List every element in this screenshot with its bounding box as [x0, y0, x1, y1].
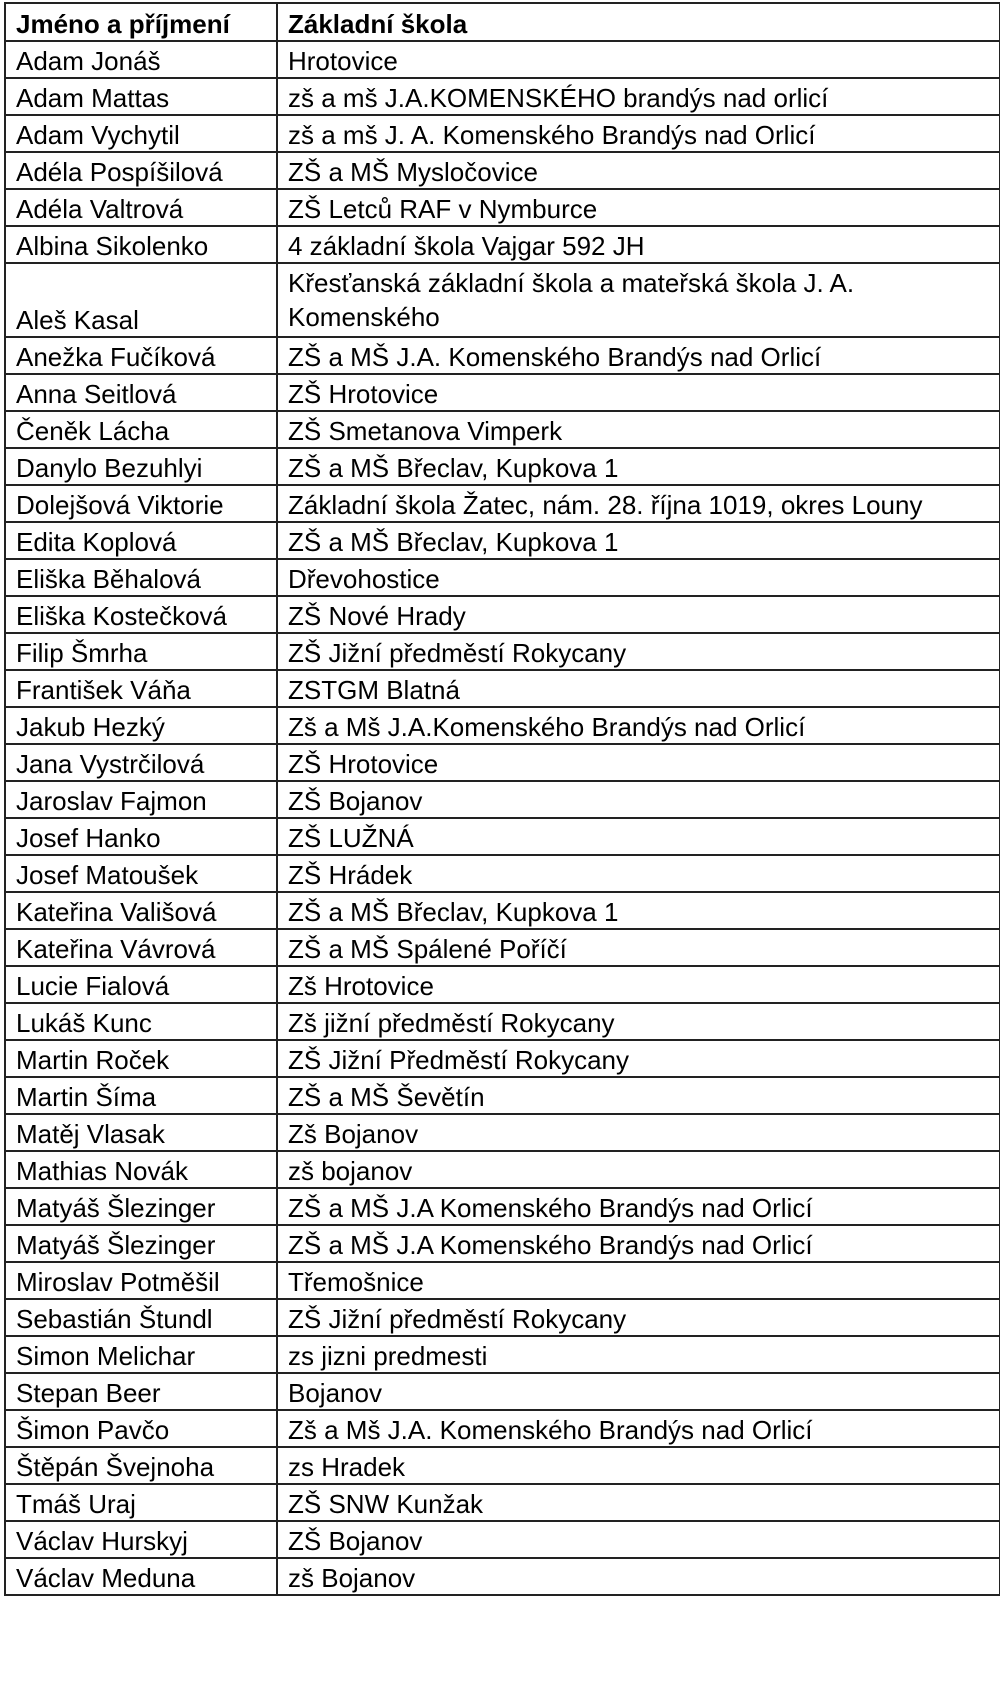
table-row: [5, 707, 1000, 744]
student-name-cell: Miroslav Potměšil: [5, 1262, 277, 1299]
student-name-cell: Adéla Pospíšilová: [5, 152, 277, 189]
school-cell: ZŠ a MŠ Ševětín: [277, 1077, 1000, 1114]
student-name-cell: Lukáš Kunc: [5, 1003, 277, 1040]
school-cell: Zš jižní předměstí Rokycany: [277, 1003, 1000, 1040]
school-cell: zš bojanov: [277, 1151, 1000, 1188]
student-name-cell: Václav Meduna: [5, 1558, 277, 1595]
school-cell: ZŠ Hrotovice: [277, 374, 1000, 411]
student-name-cell: Tmáš Uraj: [5, 1484, 277, 1521]
table-row: [5, 1484, 1000, 1521]
school-cell: ZŠ a MŠ Břeclav, Kupkova 1: [277, 448, 1000, 485]
student-name-cell: Matyáš Šlezinger: [5, 1188, 277, 1225]
student-name-cell: Anežka Fučíková: [5, 337, 277, 374]
school-cell: Křesťanská základní škola a mateřská škola J. A. Komenského: [277, 263, 1000, 337]
table-row: [5, 337, 1000, 374]
student-name-cell: Kateřina Vávrová: [5, 929, 277, 966]
school-cell: ZSTGM Blatná: [277, 670, 1000, 707]
student-name-cell: František Váňa: [5, 670, 277, 707]
school-cell: ZŠ Bojanov: [277, 1521, 1000, 1558]
table-row: [5, 1114, 1000, 1151]
table-row: [5, 1558, 1000, 1595]
student-name-cell: Matěj Vlasak: [5, 1114, 277, 1151]
school-cell: Dřevohostice: [277, 559, 1000, 596]
school-cell: Bojanov: [277, 1373, 1000, 1410]
school-cell: 4 základní škola Vajgar 592 JH: [277, 226, 1000, 263]
table-row: [5, 966, 1000, 1003]
school-cell: ZŠ Hrotovice: [277, 744, 1000, 781]
document-page: [4, 2, 999, 1596]
student-name-cell: Martin Šíma: [5, 1077, 277, 1114]
student-name-cell: Stepan Beer: [5, 1373, 277, 1410]
student-name-cell: Matyáš Šlezinger: [5, 1225, 277, 1262]
table-row: [5, 1188, 1000, 1225]
table-row: [5, 448, 1000, 485]
school-cell: ZŠ Hrádek: [277, 855, 1000, 892]
table-row: [5, 1447, 1000, 1484]
table-row: [5, 1003, 1000, 1040]
table-row: [5, 670, 1000, 707]
table-row: [5, 781, 1000, 818]
table-row: [5, 374, 1000, 411]
student-name-cell: Aleš Kasal: [5, 263, 277, 337]
student-name-cell: Edita Koplová: [5, 522, 277, 559]
table-row: [5, 1336, 1000, 1373]
student-name-cell: Adam Vychytil: [5, 115, 277, 152]
table-row: [5, 485, 1000, 522]
school-cell: ZŠ a MŠ Spálené Poříčí: [277, 929, 1000, 966]
school-cell: Zš Bojanov: [277, 1114, 1000, 1151]
table-row: [5, 1410, 1000, 1447]
student-school-table: [4, 2, 1000, 1596]
school-cell: ZŠ Nové Hrady: [277, 596, 1000, 633]
student-name-cell: Čeněk Lácha: [5, 411, 277, 448]
school-cell: ZŠ a MŠ J.A. Komenského Brandýs nad Orlicí: [277, 337, 1000, 374]
table-row: [5, 1373, 1000, 1410]
table-row: [5, 41, 1000, 78]
school-cell: Základní škola Žatec, nám. 28. října 1019, okres Louny: [277, 485, 1000, 522]
table-row: [5, 152, 1000, 189]
school-cell: Zš Hrotovice: [277, 966, 1000, 1003]
school-cell: ZŠ SNW Kunžak: [277, 1484, 1000, 1521]
table-row: [5, 1225, 1000, 1262]
student-name-cell: Mathias Novák: [5, 1151, 277, 1188]
table-row: [5, 744, 1000, 781]
school-cell: zš Bojanov: [277, 1558, 1000, 1595]
school-cell: ZŠ a MŠ Břeclav, Kupkova 1: [277, 892, 1000, 929]
student-name-cell: Eliška Běhalová: [5, 559, 277, 596]
school-cell: ZŠ a MŠ Břeclav, Kupkova 1: [277, 522, 1000, 559]
school-cell: ZŠ a MŠ J.A Komenského Brandýs nad Orlicí: [277, 1225, 1000, 1262]
student-name-cell: Simon Melichar: [5, 1336, 277, 1373]
school-cell: ZŠ Jižní Předměstí Rokycany: [277, 1040, 1000, 1077]
student-name-cell: Jaroslav Fajmon: [5, 781, 277, 818]
student-name-cell: Danylo Bezuhlyi: [5, 448, 277, 485]
student-name-cell: Jakub Hezký: [5, 707, 277, 744]
student-name-cell: Šimon Pavčo: [5, 1410, 277, 1447]
school-cell: zs Hradek: [277, 1447, 1000, 1484]
table-row: [5, 115, 1000, 152]
school-cell: ZŠ Bojanov: [277, 781, 1000, 818]
student-name-cell: Lucie Fialová: [5, 966, 277, 1003]
school-cell: zš a mš J.A.KOMENSKÉHO brandýs nad orlicí: [277, 78, 1000, 115]
school-cell: ZŠ Jižní předměstí Rokycany: [277, 1299, 1000, 1336]
student-name-cell: Štěpán Švejnoha: [5, 1447, 277, 1484]
student-name-cell: Josef Hanko: [5, 818, 277, 855]
school-cell: zs jizni predmesti: [277, 1336, 1000, 1373]
column-header-school: Základní škola: [277, 3, 1000, 41]
school-cell: Zš a Mš J.A.Komenského Brandýs nad Orlicí: [277, 707, 1000, 744]
table-row: [5, 263, 1000, 337]
student-name-cell: Albina Sikolenko: [5, 226, 277, 263]
school-cell: ZŠ LUŽNÁ: [277, 818, 1000, 855]
table-row: [5, 559, 1000, 596]
table-row: [5, 1262, 1000, 1299]
table-row: [5, 1521, 1000, 1558]
table-row: [5, 411, 1000, 448]
student-name-cell: Václav Hurskyj: [5, 1521, 277, 1558]
table-row: [5, 78, 1000, 115]
school-cell: Hrotovice: [277, 41, 1000, 78]
student-name-cell: Kateřina Vališová: [5, 892, 277, 929]
student-name-cell: Adam Jonáš: [5, 41, 277, 78]
column-header-name: Jméno a příjmení: [5, 3, 277, 41]
table-row: [5, 226, 1000, 263]
student-name-cell: Anna Seitlová: [5, 374, 277, 411]
header-row: [5, 3, 1000, 41]
table-row: [5, 855, 1000, 892]
table-body: [5, 41, 1000, 1595]
school-cell: Zš a Mš J.A. Komenského Brandýs nad Orlicí: [277, 1410, 1000, 1447]
table-row: [5, 818, 1000, 855]
school-cell: zš a mš J. A. Komenského Brandýs nad Orlicí: [277, 115, 1000, 152]
table-row: [5, 1299, 1000, 1336]
school-cell: ZŠ a MŠ Mysločovice: [277, 152, 1000, 189]
student-name-cell: Eliška Kostečková: [5, 596, 277, 633]
table-row: [5, 189, 1000, 226]
student-name-cell: Filip Šmrha: [5, 633, 277, 670]
table-row: [5, 633, 1000, 670]
school-cell: Třemošnice: [277, 1262, 1000, 1299]
student-name-cell: Dolejšová Viktorie: [5, 485, 277, 522]
table-row: [5, 596, 1000, 633]
student-name-cell: Sebastián Štundl: [5, 1299, 277, 1336]
table-row: [5, 892, 1000, 929]
table-row: [5, 522, 1000, 559]
school-cell: ZŠ a MŠ J.A Komenského Brandýs nad Orlicí: [277, 1188, 1000, 1225]
school-cell: ZŠ Smetanova Vimperk: [277, 411, 1000, 448]
school-cell: ZŠ Jižní předměstí Rokycany: [277, 633, 1000, 670]
student-name-cell: Josef Matoušek: [5, 855, 277, 892]
table-row: [5, 929, 1000, 966]
table-row: [5, 1151, 1000, 1188]
student-name-cell: Adam Mattas: [5, 78, 277, 115]
student-name-cell: Adéla Valtrová: [5, 189, 277, 226]
student-name-cell: Jana Vystrčilová: [5, 744, 277, 781]
student-name-cell: Martin Roček: [5, 1040, 277, 1077]
table-row: [5, 1040, 1000, 1077]
table-row: [5, 1077, 1000, 1114]
school-cell: ZŠ Letců RAF v Nymburce: [277, 189, 1000, 226]
